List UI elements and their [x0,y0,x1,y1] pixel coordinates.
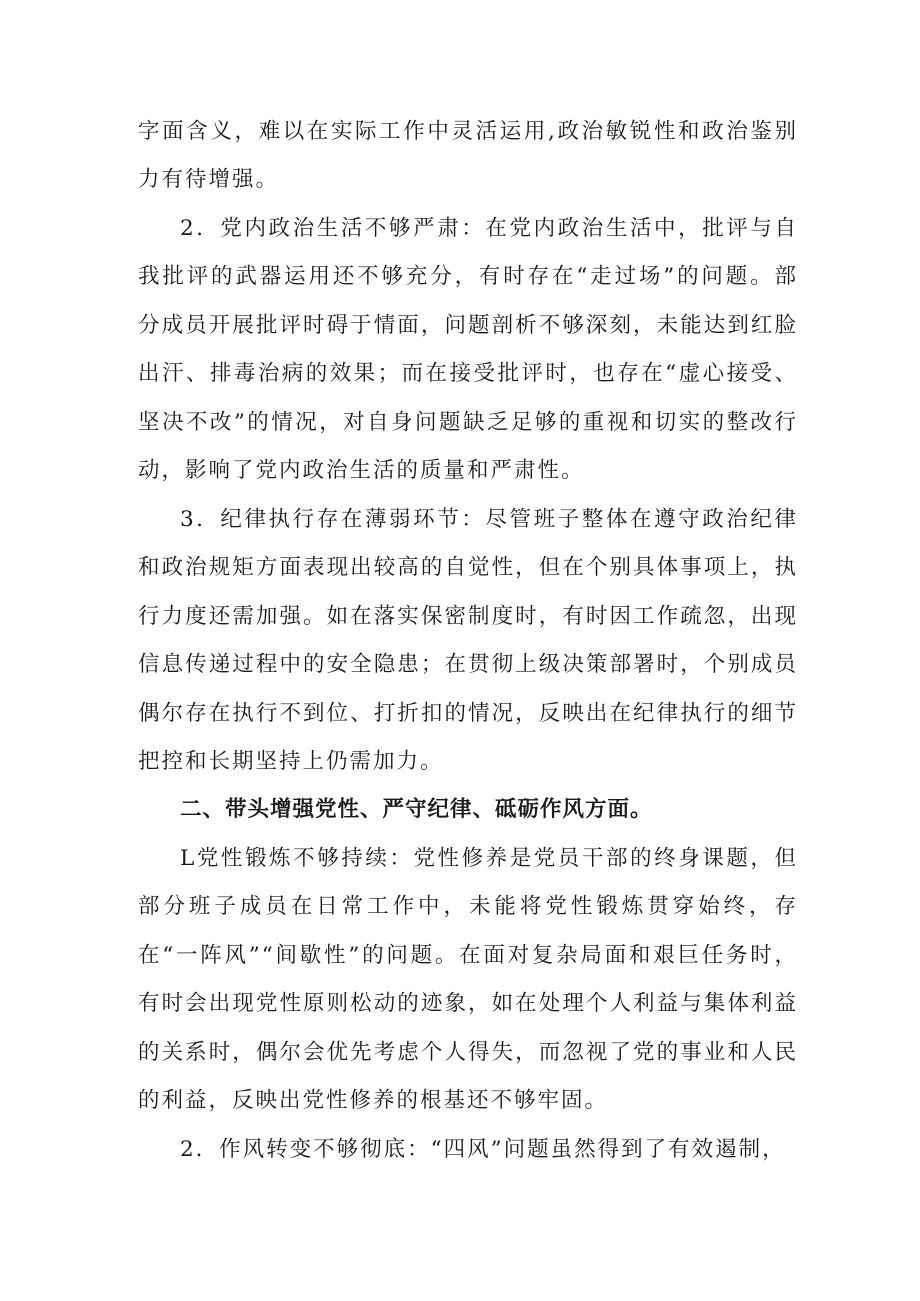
paragraph-party-spirit: L党性锻炼不够持续：党性修养是党员干部的终身课题，但部分班子成员在日常工作中，未能将党性锻炼贯穿始终，存在“一阵风”“间歇性”的问题。在面对复杂局面和艰巨任务时，有时会出现党性原则松动的迹象，如在处理个人利益与集体利益的关系时，偶尔会优先考虑个人得失，而忽视了党的事业和人民的利益，反映出党性修养的根基还不够牢固。 [138,846,798,1114]
paragraph-discipline: 3．纪律执行存在薄弱环节：尽管班子整体在遵守政治纪律和政治规矩方面表现出较高的自觉性，但在个别具体事项上，执行力度还需加强。如在落实保密制度时，有时因工作疏忽，出现信息传递过程中的安全隐患；在贯彻上级决策部署时，个别成员偶尔存在执行不到位、打折扣的情况，反映出在纪律执行的细节把控和长期坚持上仍需加力。 [138,507,798,775]
paragraph-party-life: 2．党内政治生活不够严肃：在党内政治生活中，批评与自我批评的武器运用还不够充分，有时存在“走过场”的问题。部分成员开展批评时碍于情面，问题剖析不够深刻，未能达到红脸出汗、排毒治病的效果；而在接受批评时，也存在“虚心接受、坚决不改”的情况，对自身问题缺乏足够的重视和切实的整改行动，影响了党内政治生活的质量和严肃性。 [138,216,798,484]
paragraph-continuation: 字面含义，难以在实际工作中灵活运用,政治敏锐性和政治鉴别力有待增强。 [138,119,798,193]
section-heading-2: 二、带头增强党性、严守纪律、砥砺作风方面。 [180,797,653,822]
paragraph-work-style: 2．作风转变不够彻底：“四风”问题虽然得到了有效遏制， [180,1137,786,1162]
